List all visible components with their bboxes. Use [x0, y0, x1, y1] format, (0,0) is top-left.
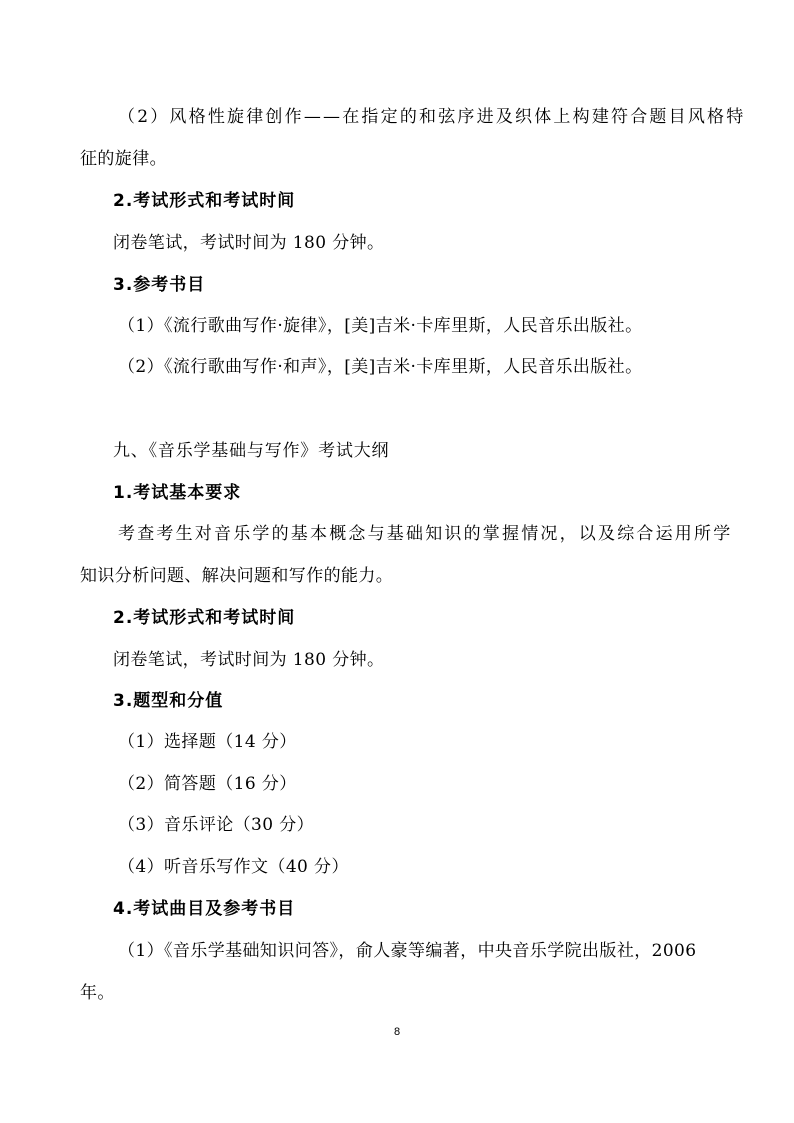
page-number: 8: [393, 1026, 401, 1038]
section-heading: 2.考试形式和考试时间: [113, 191, 296, 211]
paragraph-line: 闭卷笔试，考试时间为 180 分钟。: [113, 233, 385, 253]
paragraph-line: 年。: [80, 983, 115, 1003]
reference-item: （1）《音乐学基础知识问答》，俞人豪等编著，中央音乐学院出版社，2006: [118, 941, 697, 961]
section-heading: 4.考试曲目及参考书目: [113, 899, 296, 919]
list-item: （1）选择题（14 分）: [118, 732, 297, 752]
reference-item: （1）《流行歌曲写作·旋律》，[美]吉米·卡库里斯，人民音乐出版社。: [118, 316, 643, 336]
paragraph-line: 闭卷笔试，考试时间为 180 分钟。: [113, 650, 385, 670]
section-heading: 1.考试基本要求: [113, 483, 242, 503]
paragraph-line: 知识分析问题、解决问题和写作的能力。: [80, 566, 394, 586]
paragraph-line: （2）风格性旋律创作——在指定的和弦序进及织体上构建符合题目风格特: [118, 107, 746, 127]
list-item: （3）音乐评论（30 分）: [118, 815, 315, 835]
paragraph-line: 征的旋律。: [80, 149, 167, 169]
paragraph-line: 考查考生对音乐学的基本概念与基础知识的掌握情况，以及综合运用所学: [118, 524, 733, 544]
section-heading: 3.参考书目: [113, 275, 206, 295]
list-item: （4）听音乐写作文（40 分）: [118, 857, 349, 877]
section-heading: 3.题型和分值: [113, 691, 224, 711]
section-heading: 2.考试形式和考试时间: [113, 608, 296, 628]
chapter-title: 九、《音乐学基础与写作》考试大纲: [113, 441, 390, 461]
list-item: （2）简答题（16 分）: [118, 774, 297, 794]
reference-item: （2）《流行歌曲写作·和声》，[美]吉米·卡库里斯，人民音乐出版社。: [118, 357, 643, 377]
